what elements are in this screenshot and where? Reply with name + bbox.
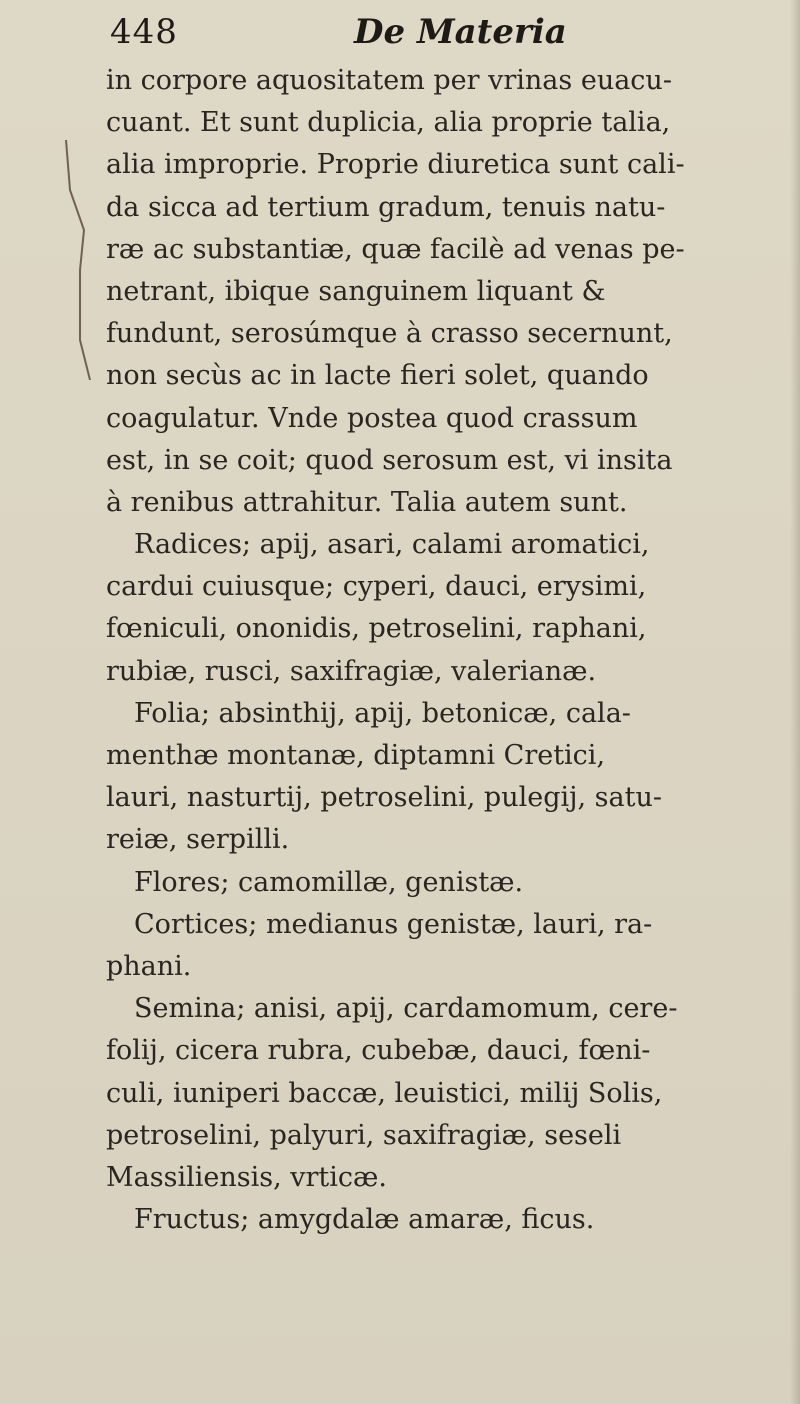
text-line: Folia; absinthij, apij, betonicæ, cala- — [134, 697, 631, 729]
text-line: in corpore aquositatem per vrinas euacu- — [106, 65, 672, 96]
body-text — [106, 60, 766, 1241]
margin-pen-mark — [60, 140, 100, 380]
text-line: netrant, ibique sanguinem liquant & — [106, 275, 606, 307]
page-edge-shadow — [790, 0, 800, 1404]
text-line: ræ ac substantiæ, quæ facilè ad venas pe- — [106, 233, 685, 265]
text-line: fœniculi, ononidis, petroselini, raphani, — [106, 613, 647, 645]
text-line: Fructus; amygdalæ amaræ, ficus. — [134, 1204, 595, 1236]
text-line: non secùs ac in lacte fieri solet, quando — [106, 360, 649, 392]
text-line: petroselini, palyuri, saxifragiæ, seseli — [106, 1119, 622, 1151]
text-line: lauri, nasturtij, petroselini, pulegij, satu- — [106, 782, 662, 814]
text-line: culi, iuniperi baccæ, leuistici, milij Solis, — [106, 1077, 663, 1109]
text-line: cuant. Et sunt duplicia, alia proprie talia, — [106, 107, 671, 139]
text-line: Semina; anisi, apij, cardamomum, cere- — [134, 993, 678, 1025]
page-header — [100, 6, 620, 58]
text-line: coagulatur. Vnde postea quod crassum — [106, 402, 638, 434]
text-line: da sicca ad tertium gradum, tenuis natu- — [106, 191, 666, 223]
page-number: 448 — [110, 12, 178, 52]
running-head: De Materia — [354, 12, 567, 52]
text-line: est, in se coit; quod serosum est, vi insita — [106, 444, 673, 476]
text-line: rubiæ, rusci, saxifragiæ, valerianæ. — [106, 655, 597, 687]
text-line: Flores; camomillæ, genistæ. — [134, 866, 524, 898]
text-line: reiæ, serpilli. — [106, 824, 290, 856]
text-line: fundunt, serosúmque à crasso secernunt, — [106, 318, 673, 350]
text-line: folij, cicera rubra, cubebæ, dauci, fœni- — [106, 1035, 651, 1067]
text-line: cardui cuiusque; cyperi, dauci, erysimi, — [106, 571, 647, 603]
text-line: alia improprie. Proprie diuretica sunt cali- — [106, 149, 685, 181]
text-line: phani. — [106, 950, 192, 982]
text-line: menthæ montanæ, diptamni Cretici, — [106, 740, 606, 771]
text-line: Cortices; medianus genistæ, lauri, ra- — [134, 908, 653, 940]
text-line: Massiliensis, vrticæ. — [106, 1161, 387, 1193]
text-line: Radices; apij, asari, calami aromatici, — [134, 529, 650, 561]
text-line: à renibus attrahitur. Talia autem sunt. — [106, 486, 628, 518]
